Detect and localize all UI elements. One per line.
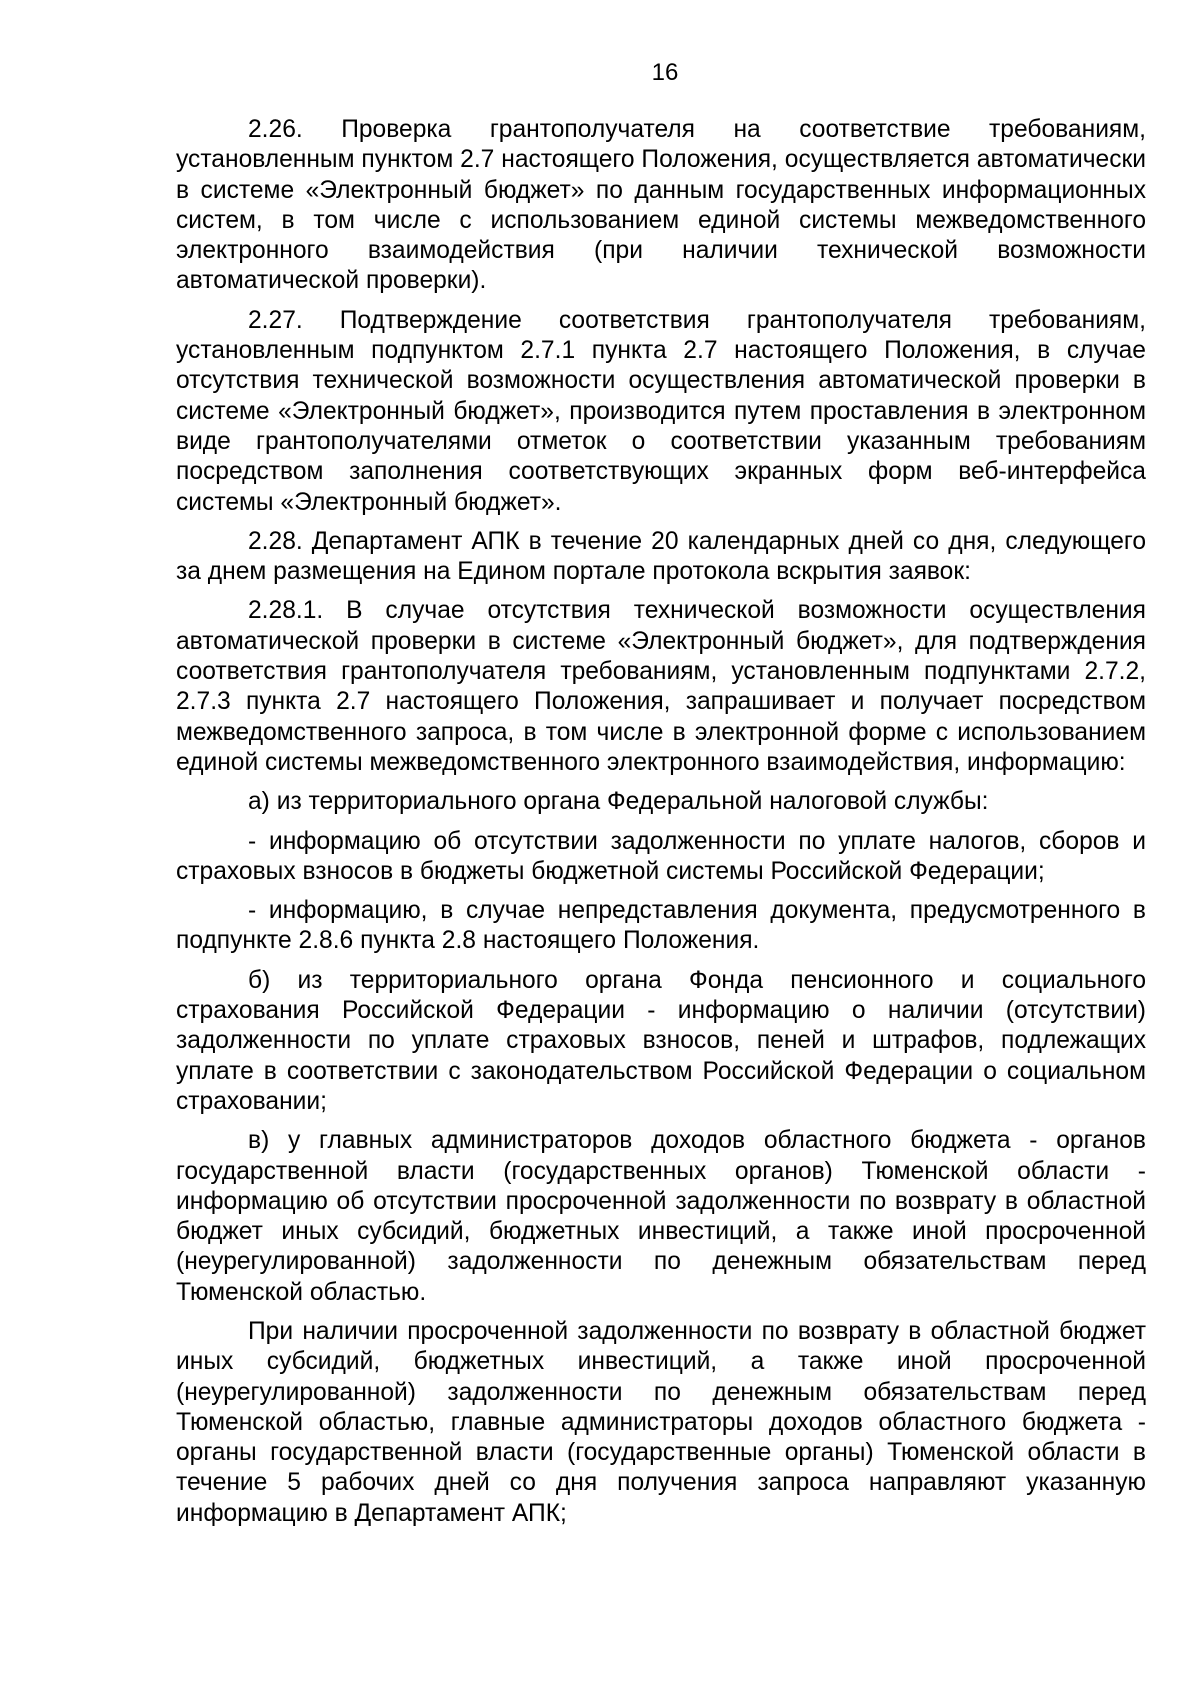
list-item-b: б) из территориального органа Фонда пенсионного и социального страхования Российской Федерации - информацию о наличии (отсутствии) задолженности по уплате страховых взносов, пеней и штрафов, подлежащих уплате в соответствии с законодательством Российской Федерации о социальном страховании;: [176, 966, 1146, 1115]
paragraph-2-27: 2.27. Подтверждение соответствия грантополучателя требованиям, установленным подпунктом 2.7.1 пункта 2.7 настоящего Положения, в случае отсутствия технической возможности осуществления автоматической проверки в системе «Электронный бюджет», производится путем проставления в электронном виде грантополучателями отметок о соответствии указанным требованиям посредством заполнения соответствующих экранных форм веб-интерфейса системы «Электронный бюджет».: [176, 306, 1146, 516]
list-item-a: а) из территориального органа Федеральной налоговой службы:: [248, 788, 989, 816]
paragraph-overdue-debt: При наличии просроченной задолженности по возврату в областной бюджет иных субсидий, бюджетных инвестиций, а также иной просроченной (неурегулированной) задолженности по денежным обязательствам перед Тюменской областью, главные администраторы доходов областного бюджета - органы государственной власти (государственные органы) Тюменской области в течение 5 рабочих дней со дня получения запроса направляют указанную информацию в Департамент АПК;: [176, 1317, 1146, 1527]
list-item-missing-document: - информацию, в случае непредставления документа, предусмотренного в подпункте 2.8.6 пункта 2.8 настоящего Положения.: [176, 897, 1146, 955]
list-item-tax-debt: - информацию об отсутствии задолженности по уплате налогов, сборов и страховых взносов в бюджеты бюджетной системы Российской Федерации;: [176, 827, 1146, 885]
paragraph-2-26: 2.26. Проверка грантополучателя на соответствие требованиям, установленным пунктом 2.7 настоящего Положения, осуществляется автоматически в системе «Электронный бюджет» по данным государственных информационных систем, в том числе с использованием единой системы межведомственного электронного взаимодействия (при наличии технической возможности автоматической проверки).: [176, 116, 1146, 295]
document-body: [176, 115, 1146, 1538]
paragraph-2-28: 2.28. Департамент АПК в течение 20 календарных дней со дня, следующего за днем размещения на Едином портале протокола вскрытия заявок:: [176, 527, 1146, 586]
page-number: 16: [651, 59, 679, 86]
paragraph-2-28-1: 2.28.1. В случае отсутствия технической возможности осуществления автоматической проверки в системе «Электронный бюджет», для подтверждения соответствия грантополучателя требованиям, установленным подпунктами 2.7.2, 2.7.3 пункта 2.7 настоящего Положения, запрашивает и получает посредством межведомственного запроса, в том числе в электронной форме с использованием единой системы межведомственного электронного взаимодействия, информацию:: [176, 597, 1146, 776]
list-item-v: в) у главных администраторов доходов областного бюджета - органов государственной власти (государственных органов) Тюменской области - информацию об отсутствии просроченной задолженности по возврату в областной бюджет иных субсидий, бюджетных инвестиций, а также иной просроченной (неурегулированной) задолженности по денежным обязательствам перед Тюменской областью.: [176, 1127, 1146, 1306]
